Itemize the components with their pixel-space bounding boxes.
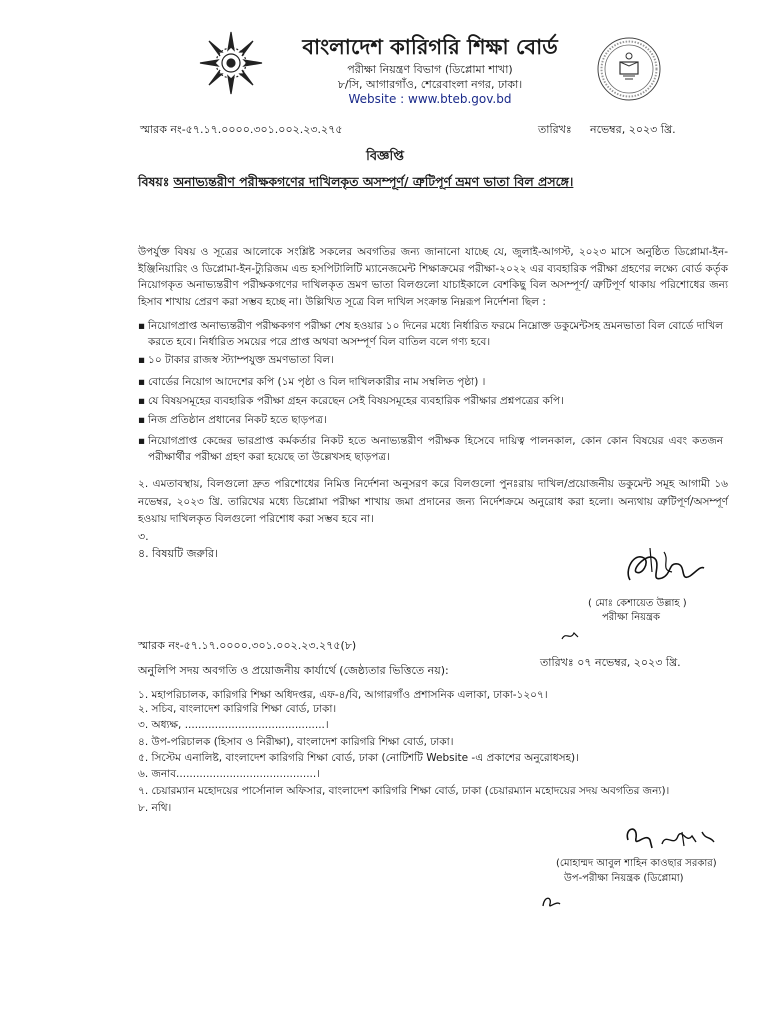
signatory-2-name: (মোহাম্মদ আবুল শাহিন কাওছার সরকার) — [556, 858, 717, 869]
list-item: ৫. সিস্টেম এনালিষ্ট, বাংলাদেশ কারিগরি শিক্ষা বোর্ড, ঢাকা (নোটিশটি Website -এ প্রকাশের অনুরোধসহ)। — [138, 752, 579, 764]
org-name: বাংলাদেশ কারিগরি শিক্ষা বোর্ড — [302, 34, 558, 59]
list-item: ১. মহাপরিচালক, কারিগরি শিক্ষা অধিদপ্তর, এফ-৪/বি, আগারগাঁও প্রশাসনিক এলাকা, ঢাকা-১২০৭। — [138, 689, 548, 701]
signatory-1-title: পরীক্ষা নিয়ন্ত্রক — [602, 612, 660, 623]
division-name: পরীক্ষা নিয়ন্ত্রণ বিভাগ (ডিপ্লোমা শাখা) — [347, 63, 513, 76]
list-item: ▪ ১০ টাকার রাজস্ব স্ট্যাম্পযুক্ত ভ্রমণভাতা বিল। — [138, 354, 335, 366]
intro-paragraph: উপর্যুক্ত বিষয় ও সূত্রের আলোকে সংশ্লিষ্ট সকলের অবগতির জন্য জানানো যাচ্ছে যে, জুলাই-আগস্ট, ২০২৩ মাসে অনুষ্ঠিত ডিপ্লোমা-ইন-ইঞ্জিনিয়ারিং ও ডিপ্লোমা-ইন-ট্যুরিজম এন্ড হসপিটালিটি ম্যানেজমেন্ট শিক্ষাক্রমের পরীক্ষা-২০২২ এর ব্যবহারিক পরীক্ষা গ্রহণের লক্ষ্যে বোর্ড কর্তৃক নিয়োগকৃত অনাভ্যন্তরীণ পরীক্ষকগণের দাখিলকৃত ভ্রমণ ভাতা বিলগুলো যাচাইকালে বেশকিছু বিল অসম্পূর্ণ/ ত্রুটিপূর্ণ থাকায় পরিশোধের জন্য হিসাব শাখায় প্রেরণ করা সম্ভব হচ্ছে না। উল্লিখিত সূত্রে বিল দাখিল সংক্রান্ত নিম্নরূপ নির্দেশনা ছিল : — [138, 246, 728, 308]
subject-text: অনাভ্যন্তরীণ পরীক্ষকগণের দাখিলকৃত অসম্পূর্ণ/ ত্রুটিপূর্ণ ভ্রমণ ভাতা বিল প্রসঙ্গে। — [173, 174, 574, 189]
list-item: ▪ নিজ প্রতিষ্ঠান প্রধানের নিকট হতে ছাড়পত্র। — [138, 414, 327, 426]
signature-2 — [622, 818, 718, 858]
list-item: ৬. জনাব..........................................। — [138, 768, 320, 780]
list-item: ▪ যে বিষয়সমূহের ব্যবহারিক পরীক্ষা গ্রহন করেছেন সেই বিষয়সমূহের ব্যবহারিক পরীক্ষার প্রশ্নপত্রের কপি। — [138, 395, 564, 407]
subject-label: বিষয়ঃ — [138, 174, 170, 189]
govt-emblem-icon — [198, 30, 264, 96]
copy-memo-reference: স্মারক নং-৫৭.১৭.০০০০.৩০১.০০২.২৩.২৭৫(৮) — [138, 639, 357, 652]
subject-line — [138, 174, 573, 190]
list-item: ২. সচিব, বাংলাদেশ কারিগরি শিক্ষা বোর্ড, ঢাকা। — [138, 703, 337, 715]
bteb-seal-icon — [596, 36, 662, 102]
signature-1 — [620, 542, 710, 598]
list-item: ▪ বোর্ডের নিয়োগ আদেশের কপি (১ম পৃষ্ঠা ও বিল দাখিলকারীর নাম সম্বলিত পৃষ্ঠা) । — [138, 376, 486, 388]
initial-mark — [560, 628, 580, 642]
signatory-2-title: উপ-পরীক্ষা নিয়ন্ত্রক (ডিপ্লোমা) — [564, 873, 684, 884]
paragraph-3: ৩. — [138, 530, 149, 543]
memo-reference: স্মারক নং-৫৭.১৭.০০০০.৩০১.০০২.২৩.২৭৫ — [140, 123, 343, 136]
notice-title: বিজ্ঞপ্তি — [366, 149, 404, 164]
cc-intro: অনুলিপি সদয় অবগতি ও প্রয়োজনীয় কার্যার্থে (জেষ্ঠ্যতার ভিত্তিতে নয়): — [138, 664, 449, 677]
list-item: ৭. চেয়ারম্যান মহোদয়ের পার্সোনাল অফিসার, বাংলাদেশ কারিগরি শিক্ষা বোর্ড, ঢাকা (চেয়ারম্যান মহোদয়ের সদয় অবগতির জন্য)। — [138, 785, 670, 797]
list-item: ▪ নিয়োগপ্রাপ্ত অনাভ্যন্তরীণ পরীক্ষকগণ পরীক্ষা শেষ হওয়ার ১০ দিনের মধ্যে নির্ধারিত ফরমে নিম্নোক্ত ডকুমেন্টসহ ভ্রমনভাতা বিল বোর্ডে দাখিল করতে হবে। নির্ধারিত সময়ের পরে প্রাপ্ত অথবা অসম্পূর্ণ বিল বাতিল বলে গণ্য হবে। — [138, 320, 723, 348]
signatory-1-name: ( মোঃ কেশায়েত উল্লাহ ) — [588, 598, 687, 609]
website-link[interactable]: Website : www.bteb.gov.bd — [348, 92, 512, 106]
handwritten-mark — [540, 892, 564, 912]
list-item: ৮. নথি। — [138, 802, 172, 814]
copy-memo-date: তারিখঃ ০৭ নভেম্বর, ২০২৩ খ্রি. — [540, 656, 681, 669]
memo-date-value: নভেম্বর, ২০২৩ খ্রি. — [590, 123, 676, 136]
memo-date-label: তারিখঃ — [538, 123, 572, 136]
list-item: ৩. অধ্যক্ষ, ..........................................। — [138, 719, 329, 731]
paragraph-4: ৪. বিষয়টি জরুরি। — [138, 547, 218, 560]
list-item: ▪ নিয়োগপ্রাপ্ত কেন্দ্রের ভারপ্রাপ্ত কর্মকর্তার নিকট হতে অনাভ্যন্তরীণ পরীক্ষক হিসেবে দায়িত্ব পালনকাল, কোন কোন বিষয়ের এবং কতজন পরীক্ষার্থীর পরীক্ষা গ্রহণ করা হয়েছে তা উল্লেখসহ ছাড়পত্র। — [138, 435, 723, 463]
office-address: ৮/সি, আগারগাঁও, শেরেবাংলা নগর, ঢাকা। — [337, 78, 523, 91]
paragraph-2: ২. এমতাবস্থায়, বিলগুলো দ্রুত পরিশোধের নিমিত্ত নির্দেশনা অনুসরণ করে বিলগুলো পুনঃরায় দাখিল/প্রয়োজনীয় ডকুমেন্ট সমূহ আগামী ১৬ নভেম্বর, ২০২৩ খ্রি. তারিখের মধ্যে ডিপ্লোমা পরীক্ষা শাখায় জমা প্রদানের জন্য নির্দেশক্রমে অনুরোধ করা হলো। অন্যথায় ত্রুটিপূর্ণ/অসম্পূর্ণ হওয়ায় দাখিলকৃত বিলগুলো পরিশোধ করা সম্ভব হবে না। — [138, 478, 728, 525]
list-item: ৪. উপ-পরিচালক (হিসাব ও নিরীক্ষা), বাংলাদেশ কারিগরি শিক্ষা বোর্ড, ঢাকা। — [138, 736, 454, 748]
